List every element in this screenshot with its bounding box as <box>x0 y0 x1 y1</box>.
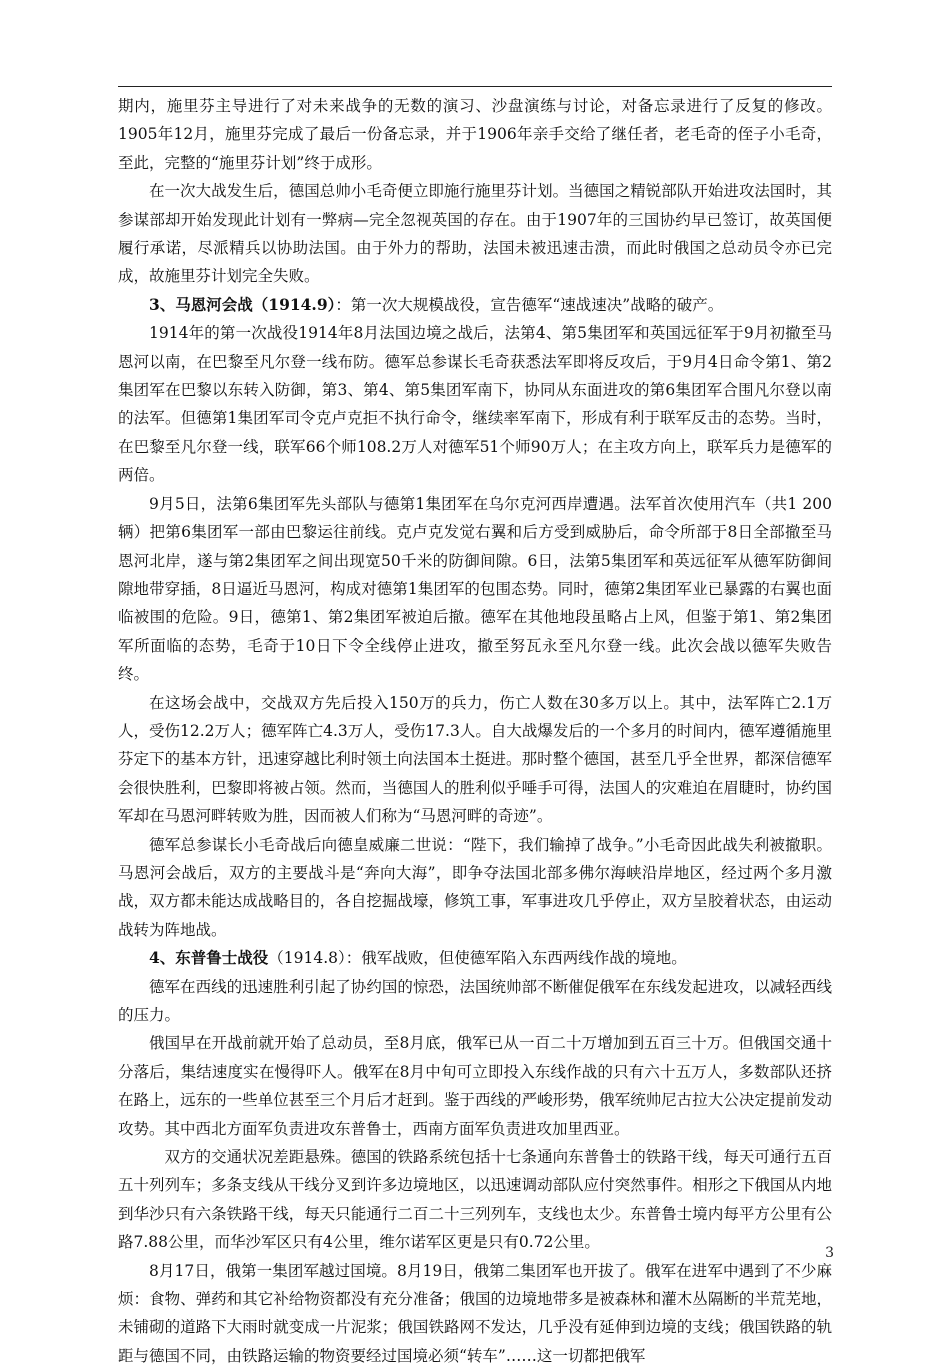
paragraph-8: 俄国早在开战前就开始了总动员，至8月底，俄军已从一百二十万增加到五百三十万。但俄国交通十分落后，集结速度实在慢得吓人。俄军在8月中旬可立即投入东线作战的只有六十五万人，多数部队还挤在路上，远东的一些单位甚至三个月后才赶到。鉴于西线的严峻形势，俄军统帅尼古拉大公决定提前发动攻势。其中西北方面军负责进攻东普鲁士，西南方面军负责进攻加里西亚。 <box>118 1034 832 1138</box>
section-summary-east-prussia: （1914.8）：俄军战败，但使德军陷入东西两线作战的境地。 <box>268 949 687 968</box>
paragraph-7: 德军在西线的迅速胜利引起了协约国的惊恐，法国统帅部不断催促俄军在东线发起进攻，以减轻西线的压力。 <box>118 977 832 1024</box>
section-summary-marne: ：第一次大规模战役，宣告德军“速战速决”战略的破产。 <box>335 295 724 314</box>
header-rule <box>118 86 832 87</box>
section-heading-marne <box>118 291 832 319</box>
section-heading-east-prussia <box>118 944 832 972</box>
page-number: 3 <box>825 1245 834 1261</box>
paragraph-10: 8月17日，俄第一集团军越过国境。8月19日，俄第二集团军也开拔了。俄军在进军中遇到了不少麻烦：食物、弹药和其它补给物资都没有充分准备；俄国的边境地带多是被森林和灌木丛隔断的半荒芜地，未铺砌的道路下大雨时就变成一片泥浆；俄国铁路网不发达，几乎没有延伸到边境的支线；俄国铁路的轨距与德国不同，由铁路运输的物资要经过国境必须“转车”……这一切都把俄军 <box>118 1261 832 1365</box>
paragraph-5: 在这场会战中，交战双方先后投入150万的兵力，伤亡人数在30多万以上。其中，法军阵亡2.1万人，受伤12.2万人；德军阵亡4.3万人，受伤17.3人。自大战爆发后的一个多月的时间内，德军遵循施里芬定下的基本方针，迅速穿越比利时领土向法国本土挺进。那时整个德国，甚至几乎全世界，都深信德军会很快胜利，巴黎即将被占领。然而，当德国人的胜利似乎唾手可得，法国人的灾难迫在眉睫时，协约国军却在马恩河畔转败为胜，因而被人们称为“马恩河畔的奇迹”。 <box>118 693 832 826</box>
paragraph-2: 在一次大战发生后，德国总帅小毛奇便立即施行施里芬计划。当德国之精锐部队开始进攻法国时，其参谋部却开始发现此计划有一弊病—完全忽视英国的存在。由于1907年的三国协约早已签订，故英国便履行承诺，尽派精兵以协助法国。由于外力的帮助，法国未被迅速击溃，而此时俄国之总动员令亦已完成，故施里芬计划完全失败。 <box>118 182 832 286</box>
paragraph-1: 期内，施里芬主导进行了对未来战争的无数的演习、沙盘演练与讨论，对备忘录进行了反复的修改。1905年12月，施里芬完成了最后一份备忘录，并于1906年亲手交给了继任者，老毛奇的侄子小毛奇，至此，完整的“施里芬计划”终于成形。 <box>118 97 832 172</box>
paragraph-3: 1914年的第一次战役1914年8月法国边境之战后，法第4、第5集团军和英国远征军于9月初撤至马恩河以南，在巴黎至凡尔登一线布防。德军总参谋长毛奇获悉法军即将反攻后，于9月4日命令第1、第2集团军在巴黎以东转入防御，第3、第4、第5集团军南下，协同从东面进攻的第6集团军合围凡尔登以南的法军。但德第1集团军司令克卢克拒不执行命令，继续率军南下，形成有利于联军反击的态势。当时，在巴黎至凡尔登一线，联军66个师108.2万人对德军51个师90万人；在主攻方向上，联军兵力是德军的两倍。 <box>118 324 832 485</box>
section-title-marne: 3、马恩河会战（1914.9） <box>149 294 336 314</box>
paragraph-9: 双方的交通状况差距悬殊。德国的铁路系统包括十七条通向东普鲁士的铁路干线，每天可通行五百五十列列车；多条支线从干线分叉到许多边境地区，以迅速调动部队应付突然事件。相形之下俄国从内地到华沙只有六条铁路干线，每天只能通行二百二十三列列车，支线也太少。东普鲁士境内每平方公里有公路7.88公里，而华沙军区只有4公里，维尔诺军区更是只有0.72公里。 <box>118 1148 832 1252</box>
paragraph-6: 德军总参谋长小毛奇战后向德皇威廉二世说：“陛下，我们输掉了战争。”小毛奇因此战失利被撤职。马恩河会战后，双方的主要战斗是“奔向大海”，即争夺法国北部多佛尔海峡沿岸地区，经过两个多月激战，双方都未能达成战略目的，各自挖掘战壕，修筑工事，军事进攻几乎停止，双方呈胶着状态，由运动战转为阵地战。 <box>118 835 832 939</box>
section-title-east-prussia: 4、东普鲁士战役 <box>149 948 269 968</box>
page-content <box>118 92 832 1370</box>
paragraph-4: 9月5日，法第6集团军先头部队与德第1集团军在乌尔克河西岸遭遇。法军首次使用汽车（共1 200辆）把第6集团军一部由巴黎运往前线。克卢克发觉右翼和后方受到威胁后，命令所部于8日全部撤至马恩河北岸，遂与第2集团军之间出现宽50千米的防御间隙。6日，法第5集团军和英远征军从德军防御间隙地带穿插，8日逼近马恩河，构成对德第1集团军的包围态势。同时，德第2集团军业已暴露的右翼也面临被围的危险。9日，德第1、第2集团军被迫后撤。德军在其他地段虽略占上风，但鉴于第1、第2集团军所面临的态势，毛奇于10日下令全线停止进攻，撤至努瓦永至凡尔登一线。此次会战以德军失败告终。 <box>118 494 832 684</box>
